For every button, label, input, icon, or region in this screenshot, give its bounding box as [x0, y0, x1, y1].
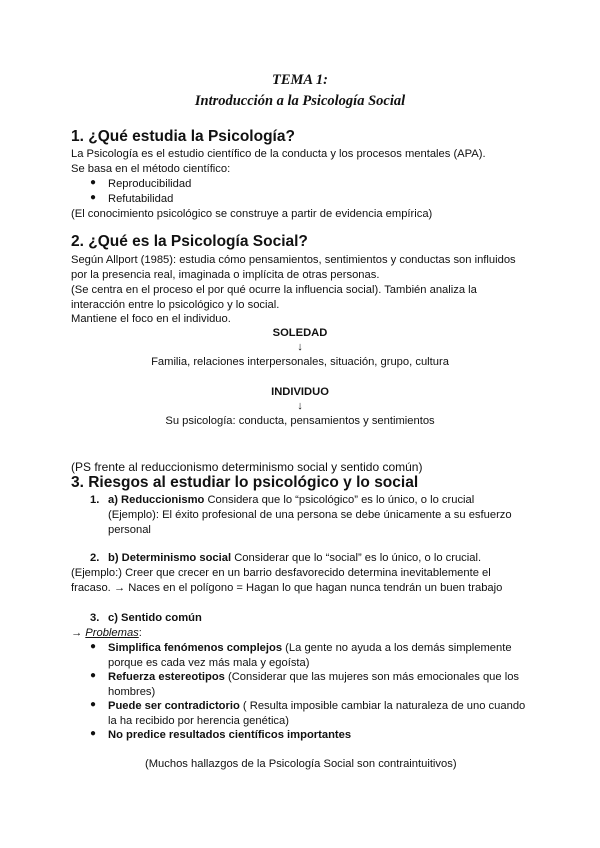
- s1-paragraph-2: Se basa en el método científico:: [71, 163, 231, 175]
- item1-number: 1.: [90, 494, 100, 506]
- s2-line-3: (Se centra en el proceso el por qué ocurre la influencia social). También analiza la: [71, 284, 477, 296]
- item1-text: Considera que lo “psicológico” es lo único, o lo crucial: [204, 494, 475, 506]
- s3-intro: (PS frente al reduccionismo determinismo social y sentido común): [71, 460, 423, 474]
- soledad-description: Familia, relaciones interpersonales, situación, grupo, cultura: [151, 356, 449, 368]
- problem-1-text: (La gente no ayuda a los demás simplemente: [282, 642, 512, 654]
- soledad-label: SOLEDAD: [272, 327, 328, 339]
- doc-title-line1: TEMA 1:: [272, 72, 328, 88]
- bullet-icon: ●: [90, 699, 97, 710]
- problem-bullet-3-line1: [108, 699, 525, 713]
- item2-line3: fracaso. → Naces en el polígono = Hagan lo que hagan nunca tendrán un buen trabajo: [71, 582, 503, 594]
- bullet-icon: ●: [90, 192, 97, 203]
- bullet-icon: ●: [90, 177, 97, 188]
- section2-heading: 2. ¿Qué es la Psicología Social?: [71, 233, 308, 250]
- item1-line2: (Ejemplo): El éxito profesional de una persona se debe únicamente a su esfuerzo: [108, 509, 512, 521]
- bullet-icon: ●: [90, 641, 97, 652]
- individuo-description: Su psicología: conducta, pensamientos y sentimientos: [165, 415, 435, 427]
- problem-bullet-1-line1: [108, 641, 512, 655]
- problem-3-bold: Puede ser contradictorio: [108, 700, 240, 712]
- s2-line-2: por la presencia real, imaginada o implícita de otras personas.: [71, 269, 380, 281]
- item3-label: c) Sentido común: [108, 612, 202, 624]
- s1-paragraph-3: (El conocimiento psicológico se construye a partir de evidencia empírica): [71, 208, 433, 220]
- problems-label: Problemas: [85, 627, 139, 639]
- s1-paragraph-1: La Psicología es el estudio científico de la conducta y los procesos mentales (APA).: [71, 148, 486, 160]
- problem-bullet-2-line2: hombres): [108, 686, 156, 698]
- s1-bullet-1: Reproducibilidad: [108, 178, 192, 190]
- s2-line-5: Mantiene el foco en el individuo.: [71, 313, 231, 325]
- doc-title-line2: Introducción a la Psicología Social: [194, 93, 406, 109]
- problem-3-text: ( Resulta imposible cambiar la naturaleza de uno cuando: [239, 700, 526, 712]
- section3-heading: 3. Riesgos al estudiar lo psicológico y lo social: [71, 474, 419, 491]
- s2-line-4: interacción entre lo psicológico y lo social.: [71, 299, 280, 311]
- bullet-icon: ●: [90, 728, 97, 739]
- right-arrow-icon: →: [71, 627, 83, 639]
- problems-line: [71, 626, 142, 640]
- section1-heading: 1. ¿Qué estudia la Psicología?: [71, 128, 295, 145]
- problem-bullet-2-line1: [108, 670, 519, 684]
- down-arrow-icon: ↓: [297, 400, 303, 412]
- item2-line1: [108, 551, 481, 565]
- problem-2-text: (Considerar que las mujeres son más emocionales que los: [224, 671, 520, 683]
- individuo-label: INDIVIDUO: [271, 386, 329, 398]
- problem-bullet-1-line2: porque es cada vez más mala y egoísta): [108, 657, 310, 669]
- s2-line-1: Según Allport (1985): estudia cómo pensamientos, sentimientos y conductas son influidos: [71, 254, 516, 266]
- item1-line3: personal: [108, 524, 151, 536]
- item3-number: 3.: [90, 612, 100, 624]
- item1-label: a) Reduccionismo: [108, 494, 205, 506]
- problem-2-bold: Refuerza estereotipos: [108, 671, 225, 683]
- item2-line2: (Ejemplo:) Creer que crecer en un barrio desfavorecido determina inevitablemente el: [71, 567, 491, 579]
- item2-number: 2.: [90, 552, 100, 564]
- problem-bullet-3-line2: la ha recibido por herencia genética): [108, 715, 289, 727]
- problems-colon: :: [138, 627, 142, 639]
- bullet-icon: ●: [90, 670, 97, 681]
- s1-bullet-2: Refutabilidad: [108, 193, 174, 205]
- down-arrow-icon: ↓: [297, 341, 303, 353]
- problem-bullet-4: No predice resultados científicos importantes: [108, 729, 352, 741]
- closing-note: (Muchos hallazgos de la Psicología Social son contraintuitivos): [145, 758, 457, 770]
- problem-1-bold: Simplifica fenómenos complejos: [108, 642, 283, 654]
- item2-label: b) Determinismo social: [108, 552, 232, 564]
- item2-text: Considerar que lo “social” es lo único, o lo crucial.: [231, 552, 482, 564]
- item1-line1: [108, 493, 474, 507]
